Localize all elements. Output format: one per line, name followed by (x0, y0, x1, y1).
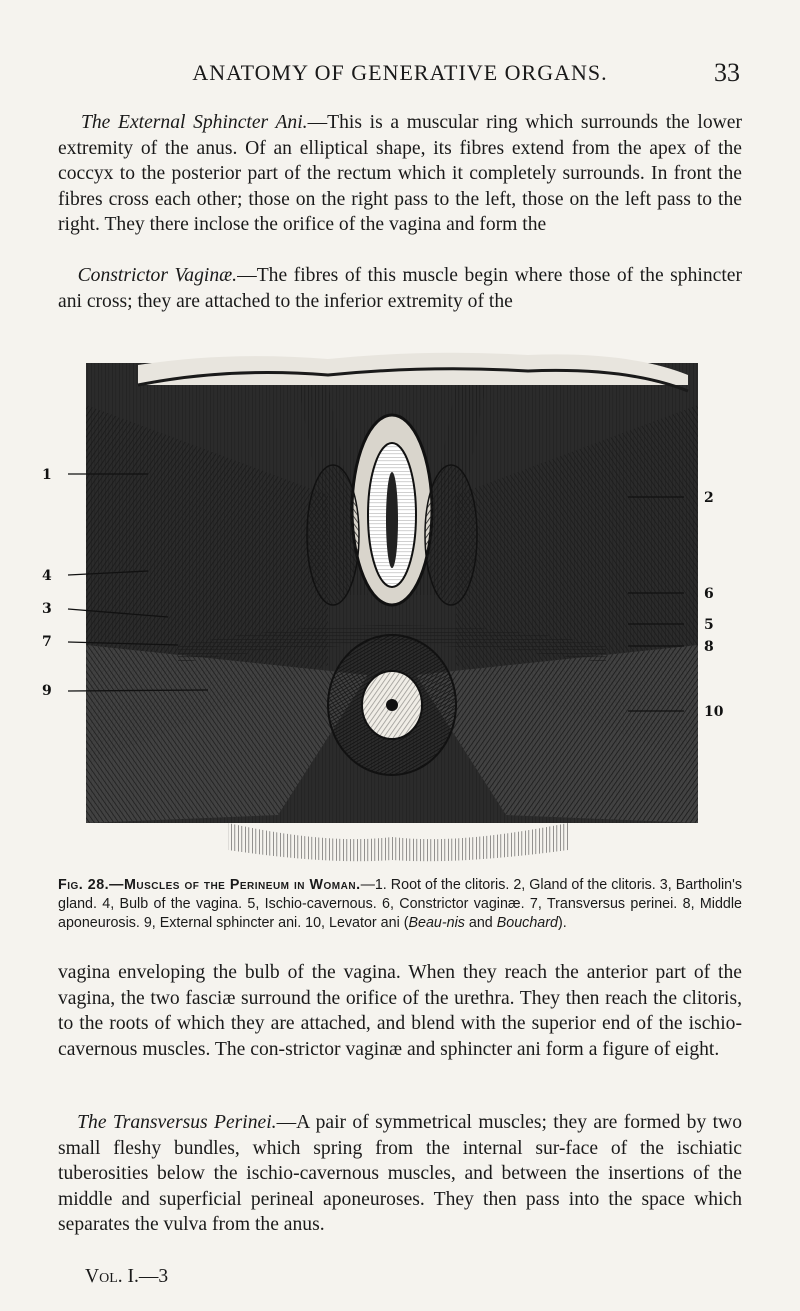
paragraph-text: —The fibres of this muscle begin where those of the sphincter ani cross; they are attached to the inferior extremity of the (58, 265, 743, 312)
figure-label-5: 5 (704, 617, 714, 633)
perineum-engraving-figure (28, 345, 756, 872)
heading-constrictor-vaginae: Constrictor Vaginæ. (77, 265, 238, 286)
caption-title: Muscles of the Perineum in Woman. (123, 877, 361, 893)
figure-label-9: 9 (42, 683, 52, 699)
caption-figure-number: Fig. 28.— (58, 877, 124, 893)
heading-transversus-perinei: The Transversus Perinei. (77, 1112, 277, 1133)
paragraph-transversus-perinei (58, 1110, 742, 1238)
page-number: 33 (714, 58, 740, 87)
figure-label-3: 3 (42, 601, 52, 617)
figure-label-6: 6 (704, 586, 714, 602)
figure-label-1: 1 (42, 467, 52, 483)
paragraph-vagina-continued: vagina enveloping the bulb of the vagina. When they reach the anterior part of the vagina, the two fasciæ surround the orifice of the urethra. They then reach the clitoris, to the roots of which they are attached, and blend with the superior end of the ischio-cavernous muscles. The con-strictor vaginæ and sphincter ani form a figure of eight. (58, 962, 742, 1060)
figure-caption (58, 876, 742, 933)
paragraph-external-sphincter (58, 110, 742, 238)
heading-external-sphincter: The External Sphincter Ani. (80, 112, 308, 133)
caption-credit-bouchard: Bouchard (496, 915, 558, 931)
figure-label-10: 10 (704, 704, 724, 720)
running-head: ANATOMY OF GENERATIVE ORGANS. (192, 60, 608, 85)
page-header (0, 58, 800, 92)
figure-label-7: 7 (42, 634, 52, 650)
figure-label-8: 8 (704, 639, 714, 655)
figure-label-2: 2 (704, 490, 714, 506)
paragraph-constrictor-vaginae (58, 263, 742, 314)
paragraph-text: —This is a muscular ring which surrounds the lower extremity of the anus. Of an elliptical shape, its fibres extend from the apex of the coccyx to the posterior part of the rectum which it completely surrounds. In front the fibres cross each other; those on the right pass to the left, those on the left pass to the right. They there inclose the orifice of the vagina and form the (58, 112, 743, 235)
figure-label-4: 4 (42, 568, 52, 584)
volume-signature: Vol. I.—3 (85, 1266, 169, 1287)
perineum-illustration (28, 345, 756, 872)
caption-and: and (464, 915, 497, 931)
caption-text: —1. Root of the clitoris. 2, Gland of the clitoris. 3, Bartholin's gland. 4, Bulb of the vagina. 5, Ischio-cavernous. 6, Constrictor vaginæ. 7, Transversus perinei. 8, Middle aponeurosis. 9, External sphincter ani. 10, Levator ani ( (58, 877, 743, 931)
caption-credit-beaunis: Beau-nis (408, 915, 465, 931)
paragraph-text: —A pair of symmetrical muscles; they are formed by two small fleshy bundles, which spring from the internal sur-face of the ischiatic tuberosities below the ischio-cavernous muscles, and between the insertions of the middle and superficial perineal aponeuroses. They then pass into the space which separates the vulva from the anus. (58, 1112, 742, 1235)
caption-close: ). (557, 915, 567, 931)
